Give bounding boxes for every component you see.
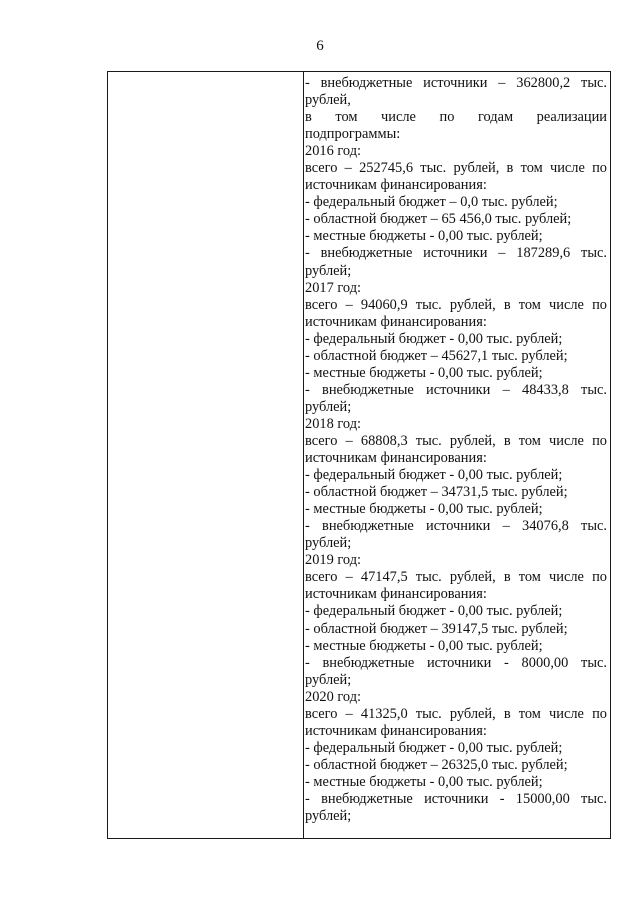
text-line: 2016 год: (305, 143, 362, 160)
text-line: рублей; (305, 808, 352, 825)
text-line: всего – 68808,3 тыс. рублей, в том числе по (305, 432, 607, 449)
text-line: источникам финансирования: (305, 722, 487, 739)
text-line: всего – 47147,5 тыс. рублей, в том числе по (305, 569, 607, 586)
text-line: всего – 41325,0 тыс. рублей, в том числе по (305, 705, 607, 722)
text-line: - федеральный бюджет - 0,00 тыс. рублей; (305, 603, 563, 620)
text-line: - федеральный бюджет - 0,00 тыс. рублей; (305, 739, 563, 756)
text-line: - местные бюджеты - 0,00 тыс. рублей; (305, 364, 543, 381)
text-line: - внебюджетные источники - 8000,00 тыс. (305, 654, 607, 671)
funding-table (107, 71, 611, 839)
text-line: 2019 год: (305, 552, 362, 569)
text-line: подпрограммы: (305, 126, 401, 143)
text-line: - местные бюджеты - 0,00 тыс. рублей; (305, 501, 543, 518)
text-line: всего – 252745,6 тыс. рублей, в том числе по (305, 160, 607, 177)
text-line: 2017 год: (305, 279, 362, 296)
table-left-cell (108, 72, 304, 838)
text-line: - местные бюджеты - 0,00 тыс. рублей; (305, 637, 543, 654)
text-line: рублей; (305, 398, 352, 415)
page-number: 6 (316, 38, 324, 54)
text-line: - областной бюджет – 65 456,0 тыс. рублей; (305, 211, 572, 228)
text-line: - областной бюджет – 26325,0 тыс. рублей; (305, 756, 568, 773)
text-line: - областной бюджет – 39147,5 тыс. рублей; (305, 620, 568, 637)
text-line: - областной бюджет – 34731,5 тыс. рублей; (305, 484, 568, 501)
text-line: - внебюджетные источники – 34076,8 тыс. (305, 518, 607, 535)
text-line: источникам финансирования: (305, 177, 487, 194)
text-line: - внебюджетные источники - 15000,00 тыс. (305, 790, 607, 807)
text-line: - федеральный бюджет – 0,0 тыс. рублей; (305, 194, 558, 211)
text-line: - внебюджетные источники – 48433,8 тыс. (305, 381, 607, 398)
text-line: источникам финансирования: (305, 586, 487, 603)
text-line: всего – 94060,9 тыс. рублей, в том числе по (305, 296, 607, 313)
text-line: рублей; (305, 535, 352, 552)
text-line: в том числе по годам реализации (305, 109, 607, 126)
text-line: - федеральный бюджет - 0,00 тыс. рублей; (305, 467, 563, 484)
text-line: - внебюджетные источники – 187289,6 тыс. (305, 245, 607, 262)
text-line: - внебюджетные источники – 362800,2 тыс. (305, 75, 607, 91)
text-line: - областной бюджет – 45627,1 тыс. рублей; (305, 347, 568, 364)
table-right-cell (304, 72, 610, 838)
text-line: 2018 год: (305, 415, 362, 432)
text-line: рублей, (305, 92, 351, 109)
text-line: рублей; (305, 671, 352, 688)
text-line: - местные бюджеты - 0,00 тыс. рублей; (305, 228, 543, 245)
text-line: 2020 год: (305, 688, 362, 705)
text-line: рублей; (305, 262, 352, 279)
text-line: источникам финансирования: (305, 313, 487, 330)
text-line: - местные бюджеты - 0,00 тыс. рублей; (305, 773, 543, 790)
text-line: - федеральный бюджет - 0,00 тыс. рублей; (305, 330, 563, 347)
text-line: источникам финансирования: (305, 450, 487, 467)
